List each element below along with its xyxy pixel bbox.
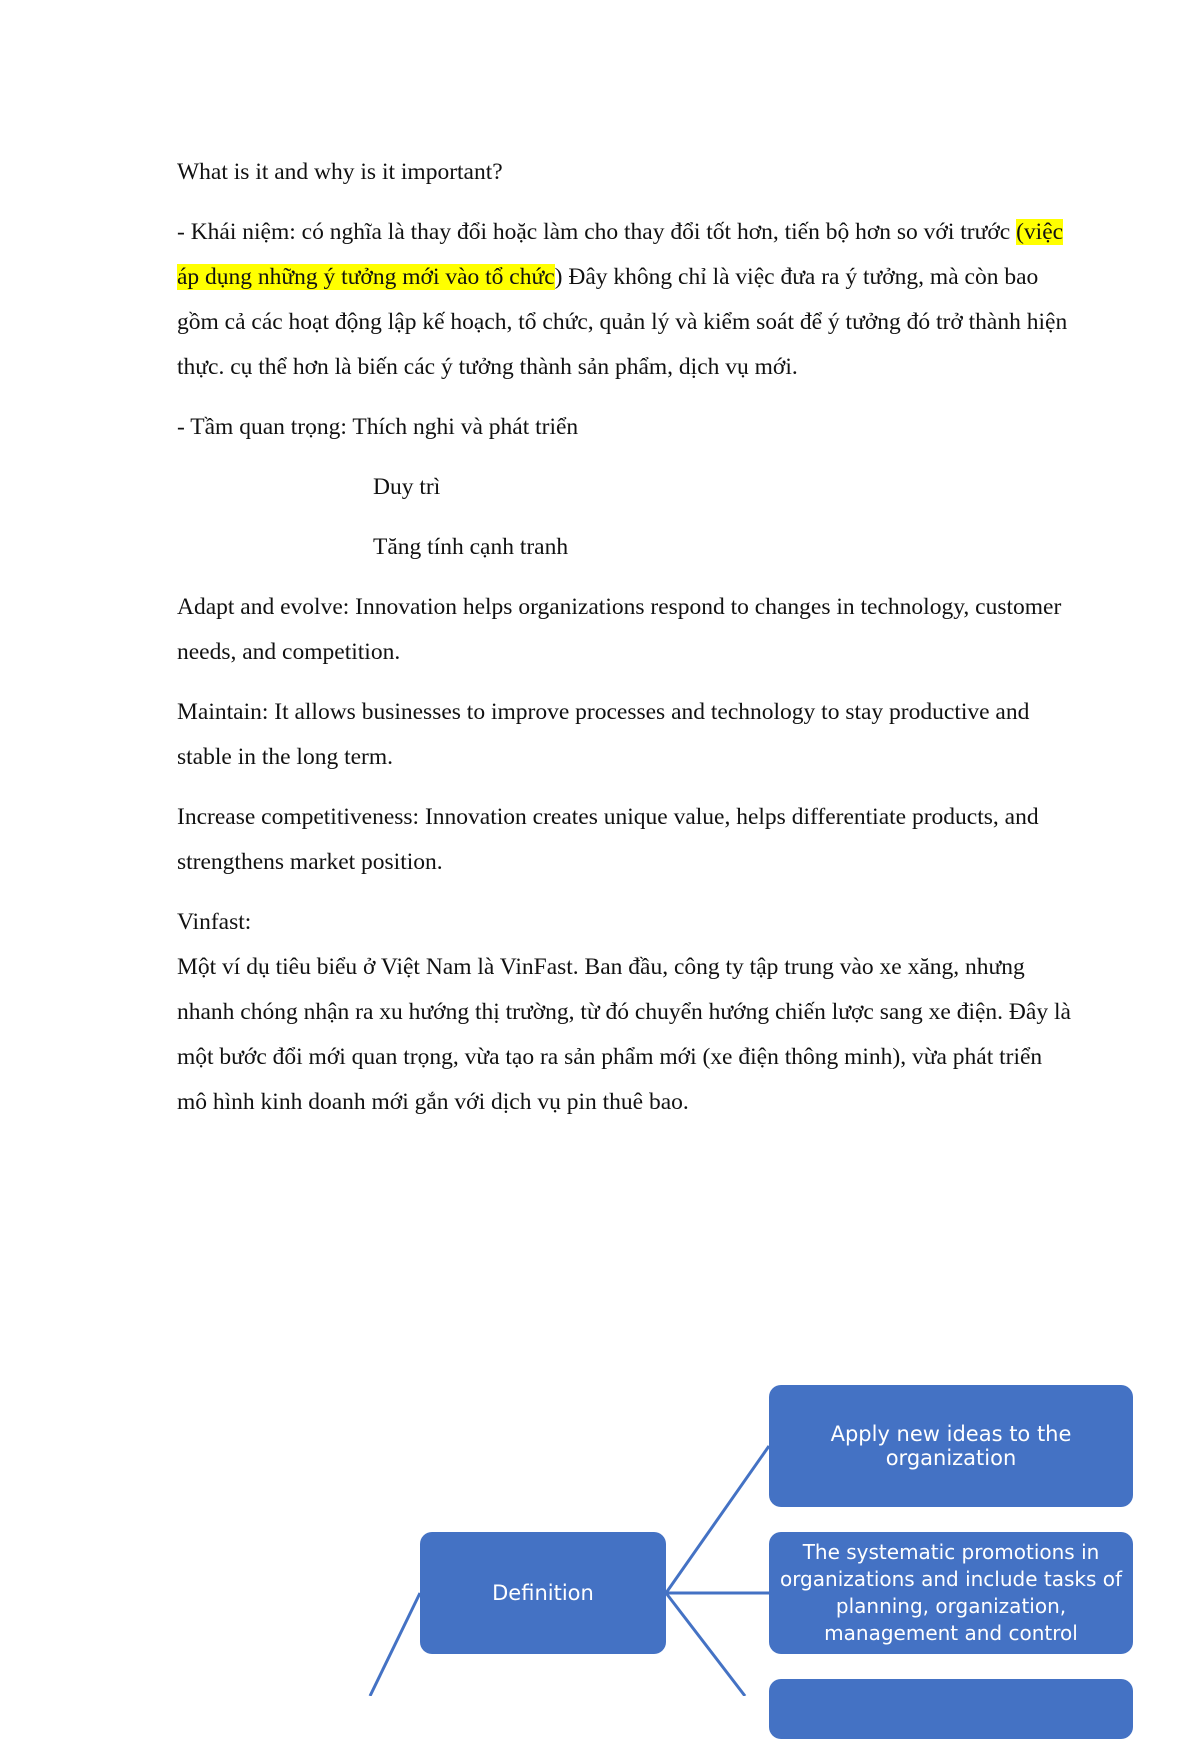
branch-partial-node [769, 1679, 1133, 1739]
importance-line [177, 405, 1077, 450]
connector-from-root [370, 1593, 420, 1696]
vinfast-label: Vinfast: [177, 909, 252, 935]
vinfast-paragraph: Một ví dụ tiêu biểu ở Việt Nam là VinFast. Ban đầu, công ty tập trung vào xe xăng, nhưng nhanh chóng nhận ra xu hướng thị trường, từ đó chuyển hướng chiến lược sang xe điện. Đây là một bước đổi mới quan trọng, vừa tạo ra sản phẩm mới (xe điện thông minh), vừa phát triển mô hình kinh doanh mới gắn với dịch vụ pin thuê bao. [177, 954, 1071, 1115]
importance-item-adapt: Thích nghi và phát triển [352, 414, 579, 440]
importance-item-compete: Tăng tính cạnh tranh [373, 534, 569, 560]
highlighted-definition: (việc áp dụng những ý tưởng mới vào tổ chức [177, 219, 1064, 290]
definition-paragraph [177, 210, 1077, 390]
definition-prefix: - Khái niệm: có nghĩa là thay đổi hoặc làm cho thay đổi tốt hơn, tiến bộ hơn so với trước [177, 219, 1017, 245]
importance-item-maintain: Duy trì [373, 474, 441, 500]
document-body [177, 150, 1077, 1125]
adapt-paragraph: Adapt and evolve: Innovation helps organizations respond to changes in technology, customer needs, and competition. [177, 594, 1062, 665]
importance-label: - Tầm quan trọng: [177, 414, 353, 440]
branch-apply-new-ideas: Apply new ideas to the organization [769, 1385, 1133, 1507]
increase-paragraph: Increase competitiveness: Innovation creates unique value, helps differentiate products, and strengthens market position. [177, 804, 1039, 875]
definition-suffix: ) Đây không chỉ là việc đưa ra ý tưởng, mà còn bao gồm cả các hoạt động lập kế hoạch, tổ chức, quản lý và kiểm soát để ý tưởng đó trở thành hiện thực. cụ thể hơn là biến các ý tưởng thành sản phẩm, dịch vụ mới. [177, 264, 1068, 380]
connector-to-apply [666, 1446, 769, 1593]
connector-to-next [666, 1593, 745, 1696]
branch-systematic-promotions: The systematic promotions in organizations and include tasks of planning, organization, management and control [769, 1532, 1133, 1654]
definition-node: Definition [420, 1532, 666, 1654]
section-heading: What is it and why is it important? [177, 159, 503, 185]
maintain-paragraph: Maintain: It allows businesses to improve processes and technology to stay productive and stable in the long term. [177, 699, 1030, 770]
